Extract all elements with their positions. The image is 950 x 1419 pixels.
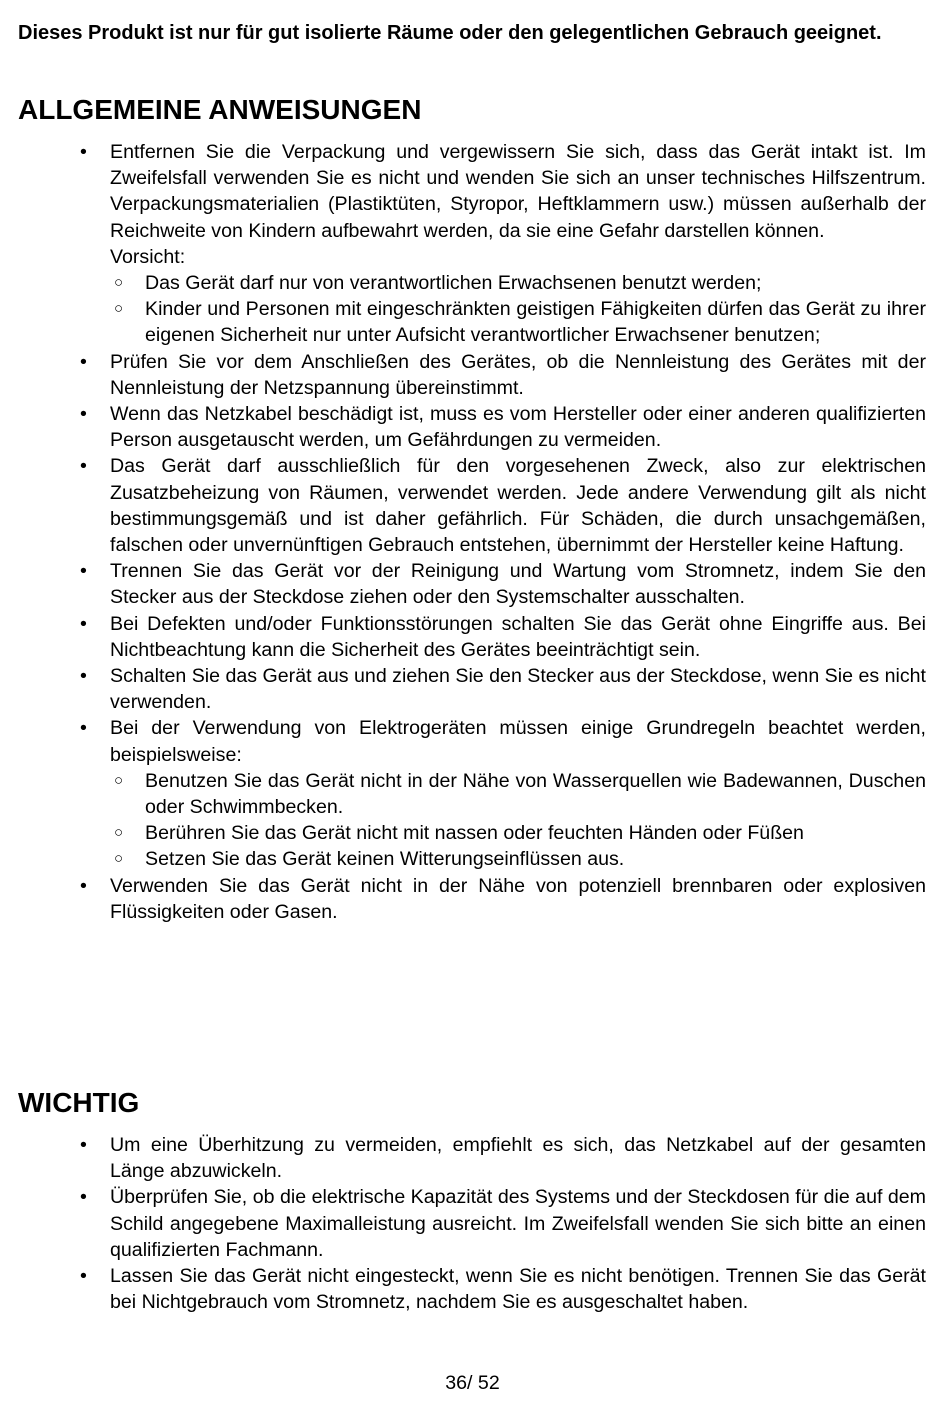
- bullet-icon: •: [80, 560, 87, 583]
- caution-label: Vorsicht:: [110, 245, 186, 268]
- bullet-icon: •: [80, 874, 87, 897]
- circle-bullet-icon: ○: [114, 771, 124, 789]
- list-item: [0, 349, 926, 401]
- section-heading-general: ALLGEMEINE ANWEISUNGEN: [18, 94, 422, 125]
- bullet-icon: •: [80, 1134, 87, 1156]
- bullet-icon: •: [80, 1186, 87, 1209]
- list-item-text: Schalten Sie das Gerät aus und ziehen Sie den Stecker aus der Steckdose, wenn Sie es nicht verwenden.: [110, 665, 926, 714]
- list-item: [0, 663, 926, 715]
- sublist-item: [110, 270, 926, 296]
- intro-notice: Dieses Produkt ist nur für gut isolierte Räume oder den gelegentlichen Gebrauch geeignet.: [18, 22, 882, 44]
- bullet-icon: •: [80, 141, 87, 163]
- list-item: [0, 558, 926, 610]
- list-item-text: Bei der Verwendung von Elektrogeräten müssen einige Grundregeln beachtet werden, beispielsweise:: [110, 717, 926, 766]
- page-number: 36/ 52: [445, 1372, 500, 1394]
- bullet-icon: •: [80, 403, 87, 426]
- list-item-text: Um eine Überhitzung zu vermeiden, empfiehlt es sich, das Netzkabel auf der gesamten Länge abzuwickeln.: [110, 1134, 926, 1183]
- sublist-item: [110, 820, 926, 846]
- list-item-text: Überprüfen Sie, ob die elektrische Kapazität des Systems und der Steckdosen für die auf dem Schild angegebene Maximalleistung ausreicht. Im Zweifelsfall wenden Sie sich bitte an einen qualifizierten Fachmann.: [110, 1186, 926, 1261]
- bullet-icon: •: [80, 665, 87, 688]
- list-item: [0, 401, 926, 453]
- general-instructions-list: [0, 139, 926, 925]
- sublist-item-text: Kinder und Personen mit eingeschränkten geistigen Fähigkeiten dürfen das Gerät zu ihrer eigenen Sicherheit nur unter Aufsicht verantwortlicher Erwachsener benutzen;: [145, 298, 926, 347]
- section-heading-important: WICHTIG: [18, 1087, 140, 1118]
- sublist-item-text: Berühren Sie das Gerät nicht mit nassen oder feuchten Händen oder Füßen: [145, 822, 804, 845]
- bullet-icon: •: [80, 455, 87, 478]
- bullet-icon: •: [80, 612, 87, 635]
- basic-rules-sublist: [110, 768, 926, 873]
- list-item: [0, 611, 926, 663]
- important-list: [0, 1132, 926, 1315]
- sublist-item-text: Setzen Sie das Gerät keinen Witterungseinflüssen aus.: [145, 848, 625, 871]
- circle-bullet-icon: ○: [114, 850, 124, 868]
- list-item: [0, 139, 926, 349]
- list-item: [0, 1263, 926, 1315]
- bullet-icon: •: [80, 1265, 87, 1288]
- bullet-icon: •: [80, 350, 87, 373]
- list-item-text: Verwenden Sie das Gerät nicht in der Nähe von potenziell brennbaren oder explosiven Flüssigkeiten oder Gasen.: [110, 874, 926, 923]
- list-item-text: Lassen Sie das Gerät nicht eingesteckt, wenn Sie es nicht benötigen. Trennen Sie das Gerät bei Nichtgebrauch vom Stromnetz, nachdem Sie es ausgeschaltet haben.: [110, 1265, 926, 1314]
- list-item-text: Prüfen Sie vor dem Anschließen des Gerätes, ob die Nennleistung des Gerätes mit der Nennleistung der Netzspannung übereinstimmt.: [110, 350, 926, 399]
- sublist-item-text: Benutzen Sie das Gerät nicht in der Nähe von Wasserquellen wie Badewannen, Duschen oder Schwimmbecken.: [145, 769, 926, 819]
- circle-bullet-icon: ○: [114, 274, 124, 292]
- list-item-text: Entfernen Sie die Verpackung und vergewissern Sie sich, dass das Gerät intakt ist. Im Zweifelsfall verwenden Sie es nicht und wenden Sie sich an unser technisches Hilfszentrum. Verpackungsmaterialien (Plastiktüten, Styropor, Heftklammern usw.) müssen außerhalb der Reichweite von Kindern aufbewahrt werden, da sie eine Gefahr darstellen können.: [110, 141, 926, 242]
- sublist-item: [110, 768, 926, 820]
- bullet-icon: •: [80, 717, 87, 740]
- sublist-item: [110, 296, 926, 348]
- list-item-text: Bei Defekten und/oder Funktionsstörungen schalten Sie das Gerät ohne Eingriffe aus. Bei Nichtbeachtung kann die Sicherheit des Gerätes beeinträchtigt sein.: [110, 612, 926, 661]
- list-item: [0, 873, 926, 925]
- caution-sublist: [110, 270, 926, 349]
- list-item: [0, 1184, 926, 1263]
- list-item-text: Das Gerät darf ausschließlich für den vorgesehenen Zweck, also zur elektrischen Zusatzbeheizung von Räumen, verwendet werden. Jede andere Verwendung gilt als nicht bestimmungsgemäß und ist daher gefährlich. Für Schäden, die durch unsachgemäßen, falschen oder unvernünftigen Gebrauch entstehen, übernimmt der Hersteller keine Haftung.: [110, 455, 926, 557]
- list-item: [0, 453, 926, 558]
- list-item-text: Wenn das Netzkabel beschädigt ist, muss es vom Hersteller oder einer anderen qualifizierten Person ausgetauscht werden, um Gefährdungen zu vermeiden.: [110, 403, 926, 452]
- circle-bullet-icon: ○: [114, 824, 124, 842]
- list-item-text: Trennen Sie das Gerät vor der Reinigung und Wartung vom Stromnetz, indem Sie den Stecker aus der Steckdose ziehen oder den Systemschalter ausschalten.: [110, 560, 926, 609]
- sublist-item: [110, 846, 926, 872]
- circle-bullet-icon: ○: [114, 300, 124, 318]
- list-item: [0, 1132, 926, 1184]
- sublist-item-text: Das Gerät darf nur von verantwortlichen Erwachsenen benutzt werden;: [145, 272, 762, 295]
- list-item: [0, 715, 926, 872]
